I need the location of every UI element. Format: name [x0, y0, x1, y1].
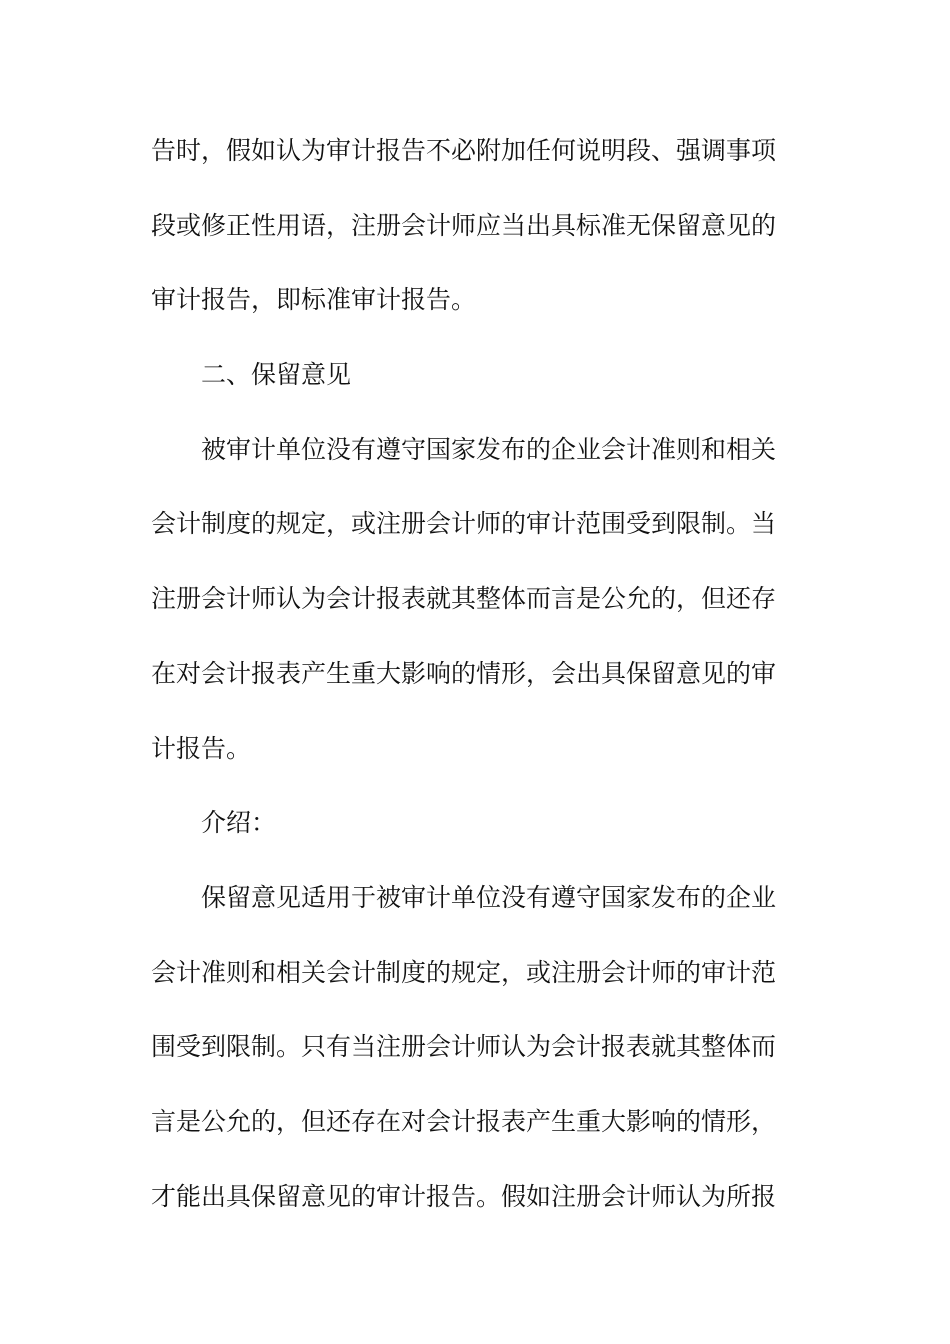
- subheading: 介绍：: [201, 808, 277, 838]
- text-line: 审计报告，即标准审计报告。: [151, 285, 477, 315]
- text-line: 被审计单位没有遵守国家发布的企业会计准则和相关: [201, 434, 777, 464]
- text-line: 言是公允的，但还存在对会计报表产生重大影响的情形，: [151, 1106, 777, 1136]
- text-line: 在对会计报表产生重大影响的情形，会出具保留意见的审: [151, 658, 777, 688]
- text-line: 才能出具保留意见的审计报告。假如注册会计师认为所报: [151, 1181, 777, 1211]
- text-line: 段或修正性用语，注册会计师应当出具标准无保留意见的: [151, 210, 777, 240]
- text-line: 会计制度的规定，或注册会计师的审计范围受到限制。当: [151, 509, 777, 539]
- section-heading: 二、保留意见: [201, 360, 352, 390]
- text-line: 告时，假如认为审计报告不必附加任何说明段、强调事项: [151, 136, 777, 165]
- text-line: 保留意见适用于被审计单位没有遵守国家发布的企业: [201, 882, 777, 912]
- document-body: [151, 114, 791, 1234]
- text-line: 围受到限制。只有当注册会计师认为会计报表就其整体而: [151, 1032, 777, 1062]
- text-line: 注册会计师认为会计报表就其整体而言是公允的，但还存: [151, 584, 777, 614]
- text-line: 计报告。: [151, 733, 252, 763]
- text-line: 会计准则和相关会计制度的规定，或注册会计师的审计范: [151, 957, 777, 987]
